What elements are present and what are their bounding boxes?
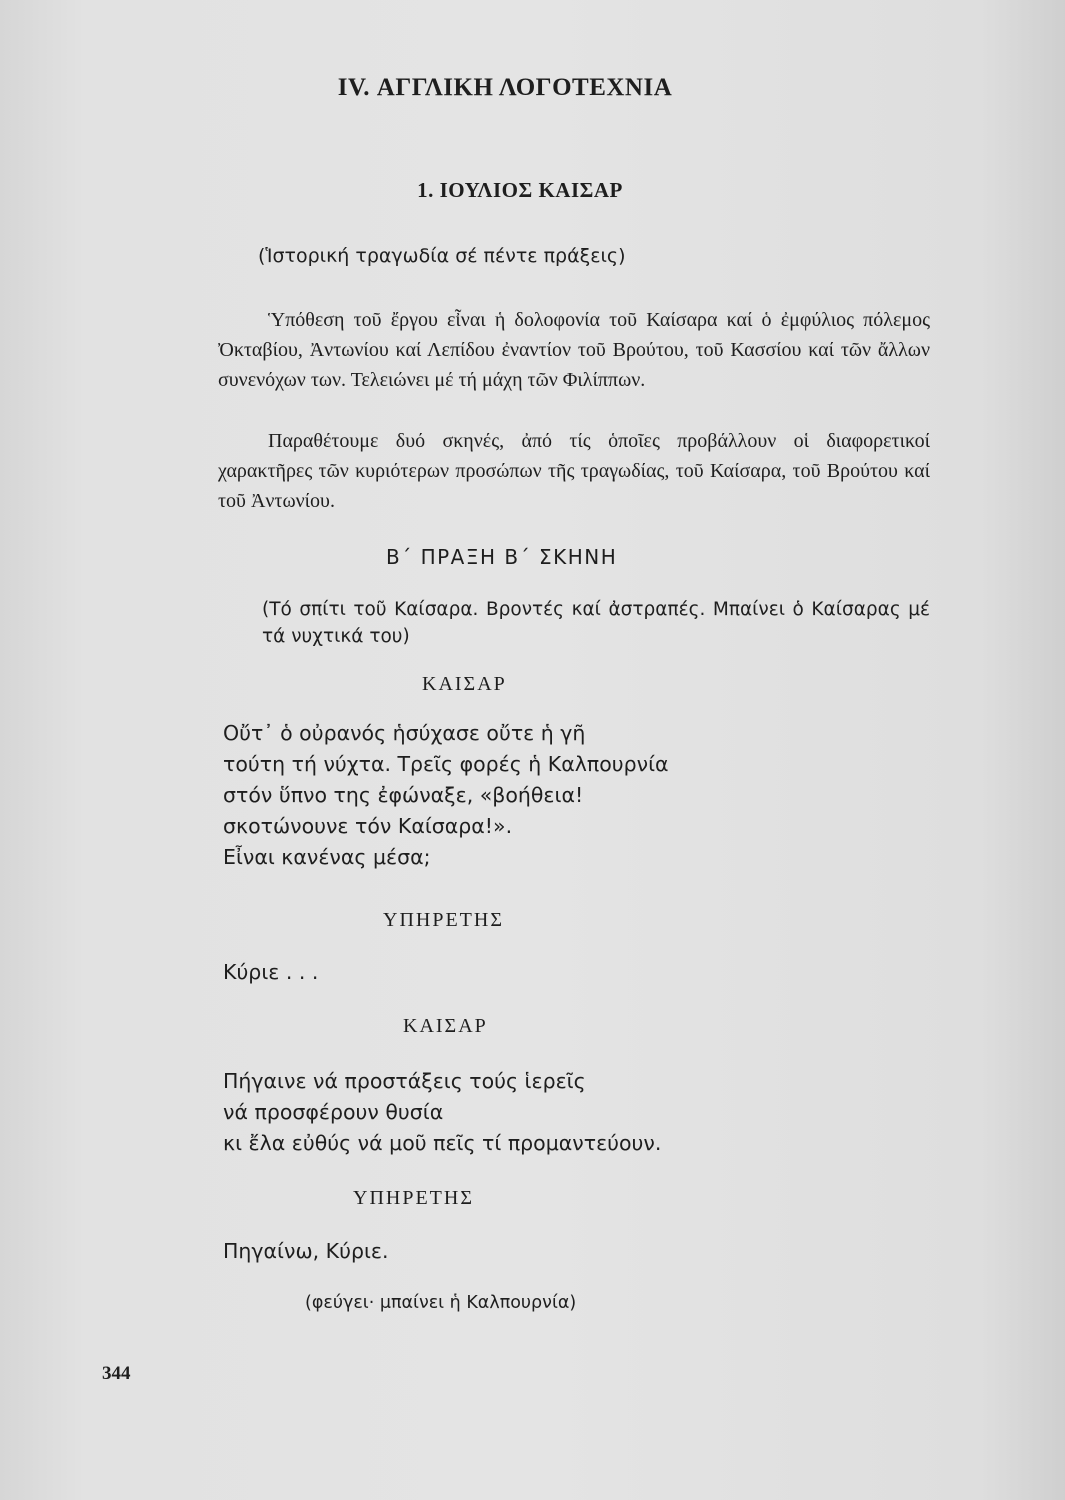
speaker-name: ΚΑΙΣΑΡ	[422, 673, 507, 695]
verse-line: Πηγαίνω, Κύριε.	[223, 1239, 389, 1263]
verse-line: σκοτώνουνε τόν Καίσαρα!».	[223, 814, 513, 838]
stage-direction-exit: (φεύγει· μπαίνει ἡ Καλπουρνία)	[305, 1293, 577, 1313]
verse-block	[223, 1066, 661, 1159]
verse-line: Κύριε . . .	[223, 960, 319, 984]
section-title: 1. ΙΟΥΛΙΟΣ ΚΑΙΣΑΡ	[417, 178, 623, 202]
intro-paragraph-2: Παραθέτουμε δυό σκηνές, ἀπό τίς ὁποῖες προβάλλουν οἱ διαφορετικοί χαρακτῆρες τῶν κυριότερων προσώπων τῆς τραγωδίας, τοῦ Καίσαρα, τοῦ Βρούτου καί τοῦ Ἀντωνίου.	[218, 430, 930, 512]
page-number: 344	[102, 1363, 131, 1384]
speaker-name: ΥΠΗΡΕΤΗΣ	[383, 909, 504, 931]
intro-paragraph-1: Ὑπόθεση τοῦ ἔργου εἶναι ἡ δολοφονία τοῦ Καίσαρα καί ὁ ἐμφύλιος πόλεμος Ὀκταβίου, Ἀντωνίου καί Λεπίδου ἐναντίον τοῦ Βρούτου, τοῦ Κασσίου καί τῶν ἄλλων συνενόχων των. Τελειώνει μέ τή μάχη τῶν Φιλίππων.	[218, 309, 930, 391]
verse-block	[223, 957, 318, 988]
verse-line: Οὔτ᾽ ὁ οὐρανός ἡσύχασε οὔτε ἡ γῆ	[223, 721, 586, 745]
verse-line: τούτη τή νύχτα. Τρεῖς φορές ἡ Καλπουρνία	[223, 752, 669, 776]
chapter-title: IV. ΑΓΓΛΙΚΗ ΛΟΓΟΤΕΧΝΙΑ	[337, 74, 673, 101]
play-subtitle: (Ἱστορική τραγωδία σέ πέντε πράξεις)	[258, 245, 626, 267]
verse-line: στόν ὕπνο της ἐφώναξε, «βοήθεια!	[223, 783, 584, 807]
speaker-name: ΥΠΗΡΕΤΗΣ	[353, 1187, 474, 1209]
act-scene-heading: Β΄ ΠΡΑΞΗ Β΄ ΣΚΗΝΗ	[386, 545, 618, 569]
verse-line: Πήγαινε νά προστάξεις τούς ἱερεῖς	[223, 1069, 586, 1093]
verse-line: Εἶναι κανένας μέσα;	[223, 845, 431, 869]
verse-block	[223, 1236, 389, 1267]
stage-direction-opening: (Τό σπίτι τοῦ Καίσαρα. Βροντές καί ἀστραπές. Μπαίνει ὁ Καίσαρας μέ τά νυχτικά του)	[262, 599, 930, 647]
verse-line: κι ἔλα εὐθύς νά μοῦ πεῖς τί προμαντεύουν.	[223, 1131, 662, 1155]
verse-line: νά προσφέρουν θυσία	[223, 1100, 444, 1124]
speaker-name: ΚΑΙΣΑΡ	[403, 1015, 488, 1037]
verse-block	[223, 718, 669, 873]
